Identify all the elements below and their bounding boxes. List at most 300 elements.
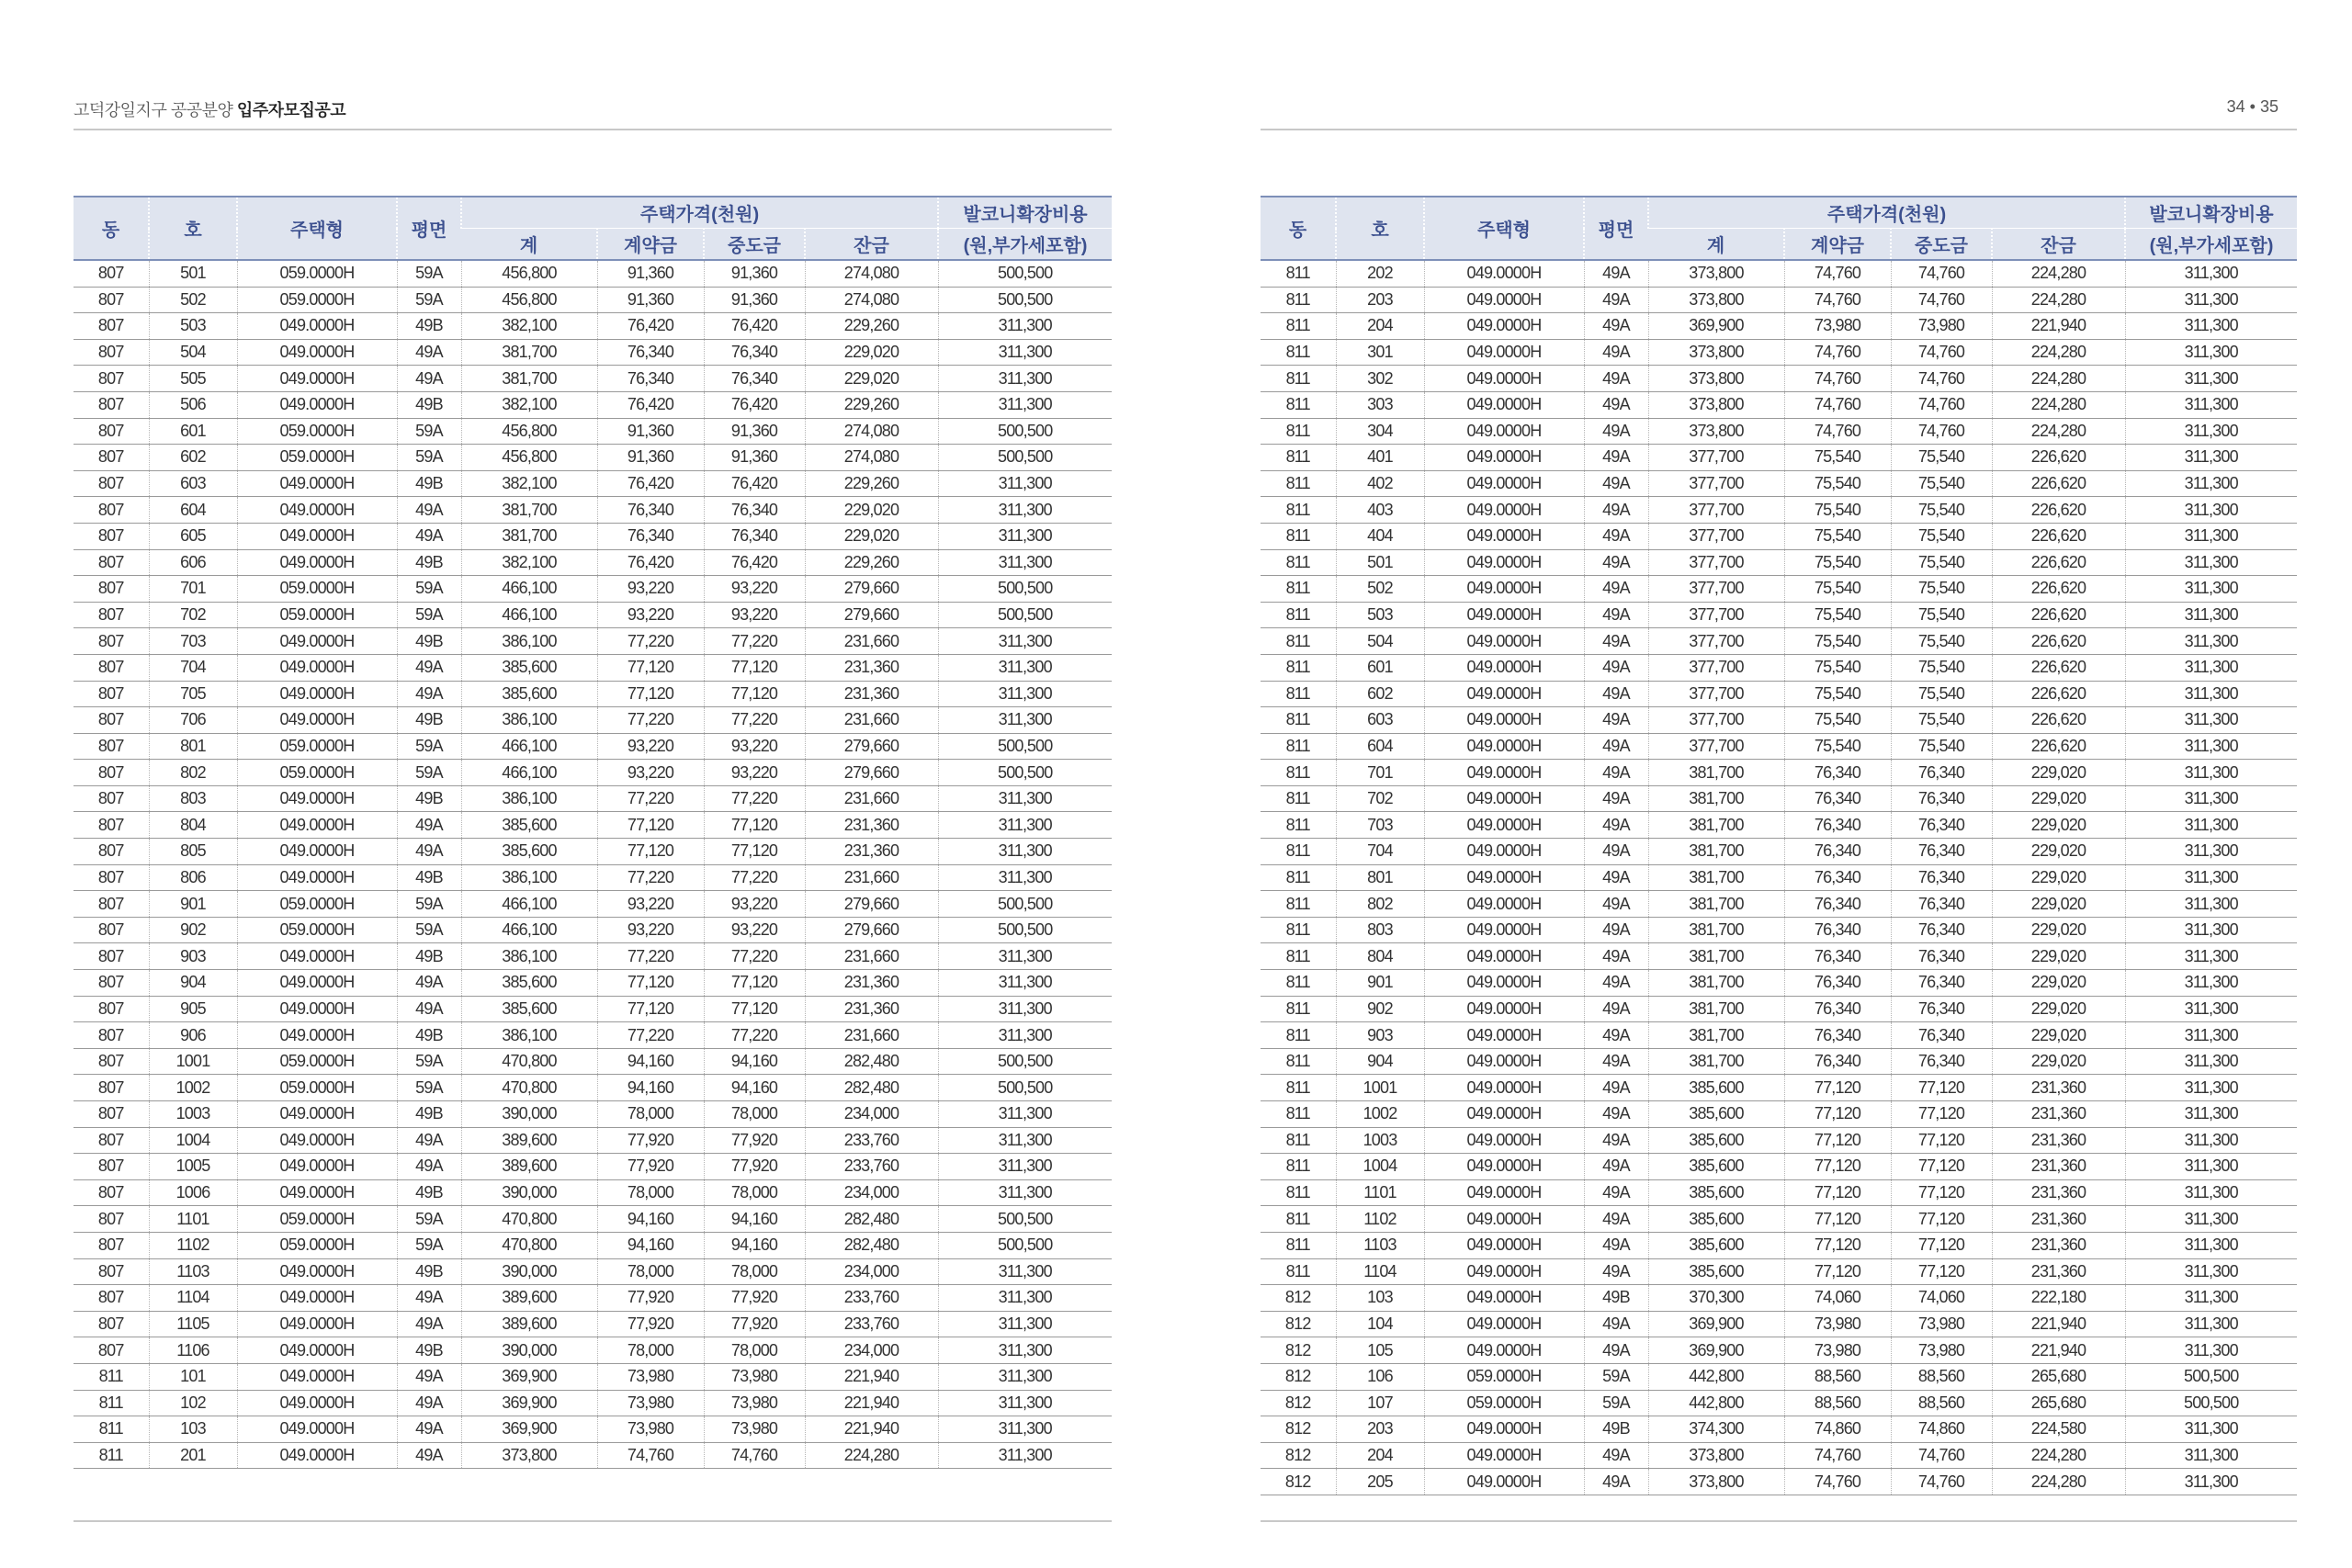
cell-dong: 811 (1261, 339, 1336, 366)
cell-middle: 74,760 (1891, 287, 1992, 313)
cell-ho: 203 (1336, 1416, 1424, 1443)
cell-house-type: 049.0000H (1424, 391, 1584, 418)
cell-total: 386,100 (461, 864, 597, 891)
table-row (74, 1442, 1112, 1469)
cell-dong: 812 (1261, 1469, 1336, 1495)
cell-total: 377,700 (1648, 654, 1784, 681)
cell-dong: 812 (1261, 1337, 1336, 1364)
col-header-balcony-line2: (원,부가세포함) (2125, 229, 2297, 261)
cell-ho: 904 (1336, 1048, 1424, 1075)
cell-total: 470,800 (461, 1232, 597, 1258)
cell-pyeong: 49A (1584, 891, 1648, 918)
table-row (1261, 681, 2297, 707)
cell-middle: 77,220 (704, 785, 805, 812)
cell-house-type: 049.0000H (237, 1416, 397, 1443)
cell-contract: 76,420 (597, 549, 704, 576)
cell-dong: 811 (1261, 1022, 1336, 1049)
cell-middle: 74,760 (1891, 391, 1992, 418)
cell-balcony: 500,500 (938, 733, 1112, 760)
cell-contract: 77,120 (1784, 1127, 1891, 1154)
cell-contract: 77,120 (1784, 1154, 1891, 1180)
cell-total: 385,600 (461, 681, 597, 707)
cell-house-type: 049.0000H (1424, 549, 1584, 576)
cell-dong: 807 (74, 1206, 149, 1233)
cell-total: 385,600 (1648, 1127, 1784, 1154)
table-row (1261, 1337, 2297, 1364)
cell-house-type: 049.0000H (1424, 943, 1584, 970)
cell-ho: 103 (149, 1416, 237, 1443)
cell-balcony: 311,300 (2125, 602, 2297, 628)
cell-middle: 75,540 (1891, 523, 1992, 549)
col-header-balcony-line2: (원,부가세포함) (938, 229, 1112, 261)
cell-ho: 904 (149, 970, 237, 997)
cell-contract: 75,540 (1784, 470, 1891, 497)
cell-ho: 903 (149, 943, 237, 970)
cell-middle: 77,120 (1891, 1232, 1992, 1258)
cell-contract: 78,000 (597, 1258, 704, 1285)
cell-total: 470,800 (461, 1048, 597, 1075)
cell-balcony: 311,300 (938, 470, 1112, 497)
cell-middle: 74,760 (1891, 1469, 1992, 1495)
table-row (1261, 260, 2297, 287)
cell-ho: 1003 (1336, 1127, 1424, 1154)
cell-balance: 274,080 (805, 418, 938, 445)
cell-dong: 811 (1261, 891, 1336, 918)
cell-house-type: 049.0000H (1424, 785, 1584, 812)
cell-house-type: 049.0000H (237, 681, 397, 707)
table-row (1261, 313, 2297, 340)
cell-dong: 811 (1261, 576, 1336, 603)
cell-pyeong: 49A (1584, 602, 1648, 628)
table-row (1261, 576, 2297, 603)
cell-total: 470,800 (461, 1075, 597, 1101)
cell-dong: 807 (74, 917, 149, 943)
cell-house-type: 049.0000H (1424, 1258, 1584, 1285)
cell-total: 381,700 (461, 523, 597, 549)
cell-ho: 706 (149, 707, 237, 734)
cell-contract: 94,160 (597, 1075, 704, 1101)
cell-balcony: 311,300 (2125, 681, 2297, 707)
cell-contract: 73,980 (1784, 313, 1891, 340)
cell-ho: 702 (1336, 785, 1424, 812)
table-row (1261, 970, 2297, 997)
cell-balance: 224,280 (1992, 418, 2125, 445)
cell-ho: 503 (149, 313, 237, 340)
cell-dong: 811 (1261, 1075, 1336, 1101)
table-row (74, 287, 1112, 313)
cell-contract: 76,340 (597, 523, 704, 549)
cell-pyeong: 59A (397, 445, 461, 471)
cell-total: 377,700 (1648, 628, 1784, 655)
col-header-pyeong: 평면 (397, 197, 461, 260)
cell-dong: 811 (1261, 760, 1336, 786)
cell-total: 390,000 (461, 1337, 597, 1364)
cell-ho: 1103 (1336, 1232, 1424, 1258)
cell-pyeong: 59A (397, 260, 461, 287)
cell-dong: 811 (1261, 470, 1336, 497)
table-row (74, 733, 1112, 760)
cell-balance: 229,020 (1992, 943, 2125, 970)
cell-ho: 1001 (1336, 1075, 1424, 1101)
cell-ho: 202 (1336, 260, 1424, 287)
cell-balcony: 311,300 (2125, 733, 2297, 760)
cell-house-type: 049.0000H (1424, 1442, 1584, 1469)
cell-ho: 701 (149, 576, 237, 603)
cell-pyeong: 49A (1584, 1048, 1648, 1075)
cell-balance: 231,360 (1992, 1206, 2125, 1233)
cell-dong: 811 (1261, 1232, 1336, 1258)
cell-pyeong: 49A (397, 996, 461, 1022)
table-row (1261, 1258, 2297, 1285)
table-row (74, 576, 1112, 603)
cell-balcony: 311,300 (938, 1101, 1112, 1128)
table-row (74, 864, 1112, 891)
cell-middle: 77,220 (704, 628, 805, 655)
cell-contract: 77,220 (597, 1022, 704, 1049)
cell-dong: 807 (74, 996, 149, 1022)
cell-contract: 77,220 (597, 864, 704, 891)
cell-balcony: 311,300 (2125, 1048, 2297, 1075)
table-row (1261, 366, 2297, 392)
table-row (74, 549, 1112, 576)
cell-total: 442,800 (1648, 1363, 1784, 1390)
table-row (1261, 1022, 2297, 1049)
cell-pyeong: 49A (1584, 654, 1648, 681)
cell-total: 390,000 (461, 1179, 597, 1206)
cell-house-type: 049.0000H (1424, 812, 1584, 839)
cell-balance: 234,000 (805, 1179, 938, 1206)
cell-total: 369,900 (1648, 1337, 1784, 1364)
cell-contract: 91,360 (597, 418, 704, 445)
cell-middle: 75,540 (1891, 628, 1992, 655)
cell-ho: 505 (149, 366, 237, 392)
cell-pyeong: 49A (1584, 1442, 1648, 1469)
cell-pyeong: 49B (397, 785, 461, 812)
cell-contract: 77,220 (597, 943, 704, 970)
cell-middle: 76,340 (1891, 970, 1992, 997)
cell-dong: 807 (74, 1179, 149, 1206)
cell-balcony: 500,500 (938, 445, 1112, 471)
page-numbers: 34 • 35 (2226, 97, 2278, 116)
cell-contract: 94,160 (597, 1232, 704, 1258)
cell-balance: 231,360 (805, 839, 938, 865)
cell-house-type: 049.0000H (1424, 1416, 1584, 1443)
cell-total: 382,100 (461, 313, 597, 340)
cell-middle: 74,760 (1891, 418, 1992, 445)
cell-total: 385,600 (1648, 1232, 1784, 1258)
cell-dong: 811 (1261, 733, 1336, 760)
cell-dong: 811 (1261, 654, 1336, 681)
cell-contract: 74,060 (1784, 1285, 1891, 1312)
cell-ho: 402 (1336, 470, 1424, 497)
cell-house-type: 049.0000H (1424, 1232, 1584, 1258)
cell-contract: 77,120 (1784, 1179, 1891, 1206)
cell-total: 370,300 (1648, 1285, 1784, 1312)
cell-contract: 93,220 (597, 576, 704, 603)
cell-dong: 807 (74, 1232, 149, 1258)
cell-house-type: 049.0000H (237, 1337, 397, 1364)
cell-balcony: 311,300 (2125, 1311, 2297, 1337)
cell-dong: 811 (1261, 707, 1336, 734)
cell-balance: 224,280 (1992, 1469, 2125, 1495)
table-row (74, 445, 1112, 471)
cell-dong: 811 (1261, 313, 1336, 340)
cell-middle: 76,420 (704, 549, 805, 576)
cell-dong: 807 (74, 681, 149, 707)
price-table-left-body (74, 260, 1112, 1469)
table-row (1261, 1442, 2297, 1469)
cell-ho: 204 (1336, 313, 1424, 340)
cell-balance: 231,360 (1992, 1258, 2125, 1285)
cell-total: 381,700 (1648, 891, 1784, 918)
cell-balcony: 311,300 (938, 1154, 1112, 1180)
cell-balance: 229,020 (1992, 864, 2125, 891)
cell-ho: 802 (1336, 891, 1424, 918)
header-divider-right (1261, 129, 2297, 130)
cell-balance: 229,020 (1992, 812, 2125, 839)
cell-pyeong: 49A (1584, 996, 1648, 1022)
cell-balcony: 311,300 (938, 1390, 1112, 1416)
cell-middle: 77,920 (704, 1311, 805, 1337)
cell-ho: 205 (1336, 1469, 1424, 1495)
cell-balcony: 311,300 (2125, 549, 2297, 576)
price-table-left (74, 196, 1112, 1469)
cell-ho: 502 (149, 287, 237, 313)
cell-middle: 74,760 (1891, 260, 1992, 287)
cell-middle: 93,220 (704, 602, 805, 628)
cell-middle: 73,980 (704, 1416, 805, 1443)
cell-balcony: 311,300 (2125, 917, 2297, 943)
cell-house-type: 049.0000H (237, 654, 397, 681)
cell-balance: 231,360 (805, 970, 938, 997)
cell-middle: 93,220 (704, 891, 805, 918)
cell-balcony: 500,500 (2125, 1390, 2297, 1416)
cell-pyeong: 59A (397, 1206, 461, 1233)
cell-balcony: 311,300 (2125, 391, 2297, 418)
cell-total: 389,600 (461, 1154, 597, 1180)
cell-middle: 76,340 (1891, 785, 1992, 812)
cell-total: 466,100 (461, 917, 597, 943)
cell-balcony: 311,300 (938, 681, 1112, 707)
cell-house-type: 049.0000H (1424, 287, 1584, 313)
cell-contract: 76,340 (1784, 785, 1891, 812)
cell-pyeong: 59A (1584, 1390, 1648, 1416)
cell-balcony: 311,300 (2125, 654, 2297, 681)
cell-balcony: 311,300 (2125, 943, 2297, 970)
cell-pyeong: 49A (1584, 1258, 1648, 1285)
cell-middle: 76,340 (1891, 996, 1992, 1022)
cell-ho: 1001 (149, 1048, 237, 1075)
cell-total: 385,600 (1648, 1258, 1784, 1285)
cell-ho: 703 (1336, 812, 1424, 839)
cell-total: 382,100 (461, 549, 597, 576)
cell-middle: 77,920 (704, 1154, 805, 1180)
cell-pyeong: 49A (1584, 812, 1648, 839)
cell-pyeong: 49A (397, 654, 461, 681)
cell-pyeong: 49A (1584, 497, 1648, 524)
table-row (74, 839, 1112, 865)
cell-dong: 811 (1261, 445, 1336, 471)
cell-contract: 94,160 (597, 1048, 704, 1075)
cell-contract: 76,340 (1784, 760, 1891, 786)
cell-total: 390,000 (461, 1258, 597, 1285)
cell-balcony: 311,300 (938, 996, 1112, 1022)
cell-dong: 811 (1261, 418, 1336, 445)
cell-balcony: 311,300 (938, 1363, 1112, 1390)
cell-dong: 807 (74, 366, 149, 392)
cell-balcony: 311,300 (2125, 313, 2297, 340)
cell-middle: 94,160 (704, 1048, 805, 1075)
cell-balance: 279,660 (805, 576, 938, 603)
cell-total: 466,100 (461, 891, 597, 918)
cell-house-type: 049.0000H (1424, 707, 1584, 734)
cell-balcony: 500,500 (938, 602, 1112, 628)
cell-dong: 811 (1261, 549, 1336, 576)
cell-ho: 1103 (149, 1258, 237, 1285)
cell-balance: 279,660 (805, 891, 938, 918)
cell-dong: 807 (74, 1285, 149, 1312)
cell-dong: 812 (1261, 1285, 1336, 1312)
cell-dong: 807 (74, 1311, 149, 1337)
cell-dong: 807 (74, 287, 149, 313)
cell-balcony: 311,300 (938, 391, 1112, 418)
cell-balcony: 311,300 (2125, 1179, 2297, 1206)
cell-balcony: 311,300 (2125, 1101, 2297, 1128)
cell-total: 369,900 (461, 1363, 597, 1390)
col-header-contract: 계약금 (597, 229, 704, 261)
cell-ho: 605 (149, 523, 237, 549)
cell-balance: 229,260 (805, 313, 938, 340)
cell-contract: 76,340 (597, 497, 704, 524)
cell-ho: 101 (149, 1363, 237, 1390)
col-header-price-group: 주택가격(천원) (1648, 197, 2125, 229)
table-row (74, 1390, 1112, 1416)
table-row (1261, 497, 2297, 524)
cell-pyeong: 49A (1584, 733, 1648, 760)
cell-contract: 75,540 (1784, 628, 1891, 655)
cell-ho: 106 (1336, 1363, 1424, 1390)
cell-balance: 274,080 (805, 260, 938, 287)
cell-balcony: 500,500 (938, 418, 1112, 445)
cell-balcony: 311,300 (2125, 891, 2297, 918)
cell-ho: 801 (1336, 864, 1424, 891)
cell-pyeong: 59A (397, 287, 461, 313)
cell-pyeong: 59A (397, 760, 461, 786)
cell-balcony: 311,300 (938, 970, 1112, 997)
cell-balance: 231,360 (805, 681, 938, 707)
cell-contract: 77,920 (597, 1127, 704, 1154)
cell-balance: 233,760 (805, 1311, 938, 1337)
cell-middle: 76,420 (704, 391, 805, 418)
cell-dong: 807 (74, 864, 149, 891)
cell-dong: 807 (74, 839, 149, 865)
cell-pyeong: 59A (397, 418, 461, 445)
cell-dong: 811 (1261, 1154, 1336, 1180)
cell-ho: 304 (1336, 418, 1424, 445)
cell-contract: 94,160 (597, 1206, 704, 1233)
cell-pyeong: 59A (397, 1075, 461, 1101)
table-row (74, 943, 1112, 970)
table-row (74, 812, 1112, 839)
cell-balcony: 311,300 (938, 628, 1112, 655)
cell-contract: 75,540 (1784, 733, 1891, 760)
cell-balcony: 311,300 (938, 1127, 1112, 1154)
col-header-total: 계 (1648, 229, 1784, 261)
cell-total: 373,800 (1648, 418, 1784, 445)
table-row (74, 1363, 1112, 1390)
cell-contract: 77,120 (597, 812, 704, 839)
cell-pyeong: 49A (1584, 970, 1648, 997)
cell-pyeong: 49A (1584, 470, 1648, 497)
cell-house-type: 049.0000H (1424, 418, 1584, 445)
cell-ho: 1003 (149, 1101, 237, 1128)
cell-house-type: 049.0000H (1424, 313, 1584, 340)
cell-pyeong: 49B (397, 313, 461, 340)
cell-pyeong: 49A (1584, 366, 1648, 392)
cell-total: 470,800 (461, 1206, 597, 1233)
cell-total: 381,700 (1648, 996, 1784, 1022)
cell-balance: 226,620 (1992, 628, 2125, 655)
cell-contract: 91,360 (597, 445, 704, 471)
cell-pyeong: 49A (1584, 707, 1648, 734)
cell-house-type: 049.0000H (1424, 970, 1584, 997)
table-row (74, 523, 1112, 549)
col-header-middle: 중도금 (704, 229, 805, 261)
table-row (1261, 1285, 2297, 1312)
cell-pyeong: 49B (397, 1022, 461, 1049)
col-header-balcony-line1: 발코니확장비용 (938, 197, 1112, 229)
cell-house-type: 049.0000H (237, 1363, 397, 1390)
cell-balance: 234,000 (805, 1258, 938, 1285)
cell-middle: 77,120 (704, 839, 805, 865)
cell-balance: 231,360 (1992, 1179, 2125, 1206)
cell-dong: 807 (74, 313, 149, 340)
cell-balcony: 311,300 (2125, 470, 2297, 497)
cell-dong: 811 (1261, 1258, 1336, 1285)
cell-house-type: 049.0000H (237, 785, 397, 812)
cell-total: 386,100 (461, 628, 597, 655)
cell-middle: 74,060 (1891, 1285, 1992, 1312)
cell-total: 381,700 (461, 366, 597, 392)
cell-pyeong: 49A (1584, 1311, 1648, 1337)
cell-ho: 502 (1336, 576, 1424, 603)
cell-house-type: 059.0000H (237, 760, 397, 786)
cell-contract: 93,220 (597, 891, 704, 918)
cell-contract: 74,760 (1784, 260, 1891, 287)
cell-middle: 76,340 (704, 339, 805, 366)
cell-pyeong: 49A (1584, 1154, 1648, 1180)
cell-middle: 77,120 (704, 681, 805, 707)
cell-balcony: 311,300 (938, 1285, 1112, 1312)
cell-balance: 274,080 (805, 287, 938, 313)
cell-balance: 224,280 (1992, 287, 2125, 313)
cell-pyeong: 59A (397, 1232, 461, 1258)
cell-dong: 807 (74, 654, 149, 681)
cell-pyeong: 49B (397, 943, 461, 970)
cell-balcony: 311,300 (2125, 445, 2297, 471)
cell-balcony: 311,300 (938, 313, 1112, 340)
cell-contract: 76,340 (597, 339, 704, 366)
cell-ho: 806 (149, 864, 237, 891)
cell-balcony: 311,300 (938, 707, 1112, 734)
cell-dong: 811 (1261, 864, 1336, 891)
cell-total: 377,700 (1648, 707, 1784, 734)
table-row (74, 602, 1112, 628)
cell-dong: 807 (74, 1154, 149, 1180)
cell-house-type: 049.0000H (1424, 864, 1584, 891)
cell-pyeong: 49B (397, 470, 461, 497)
cell-ho: 1102 (149, 1232, 237, 1258)
